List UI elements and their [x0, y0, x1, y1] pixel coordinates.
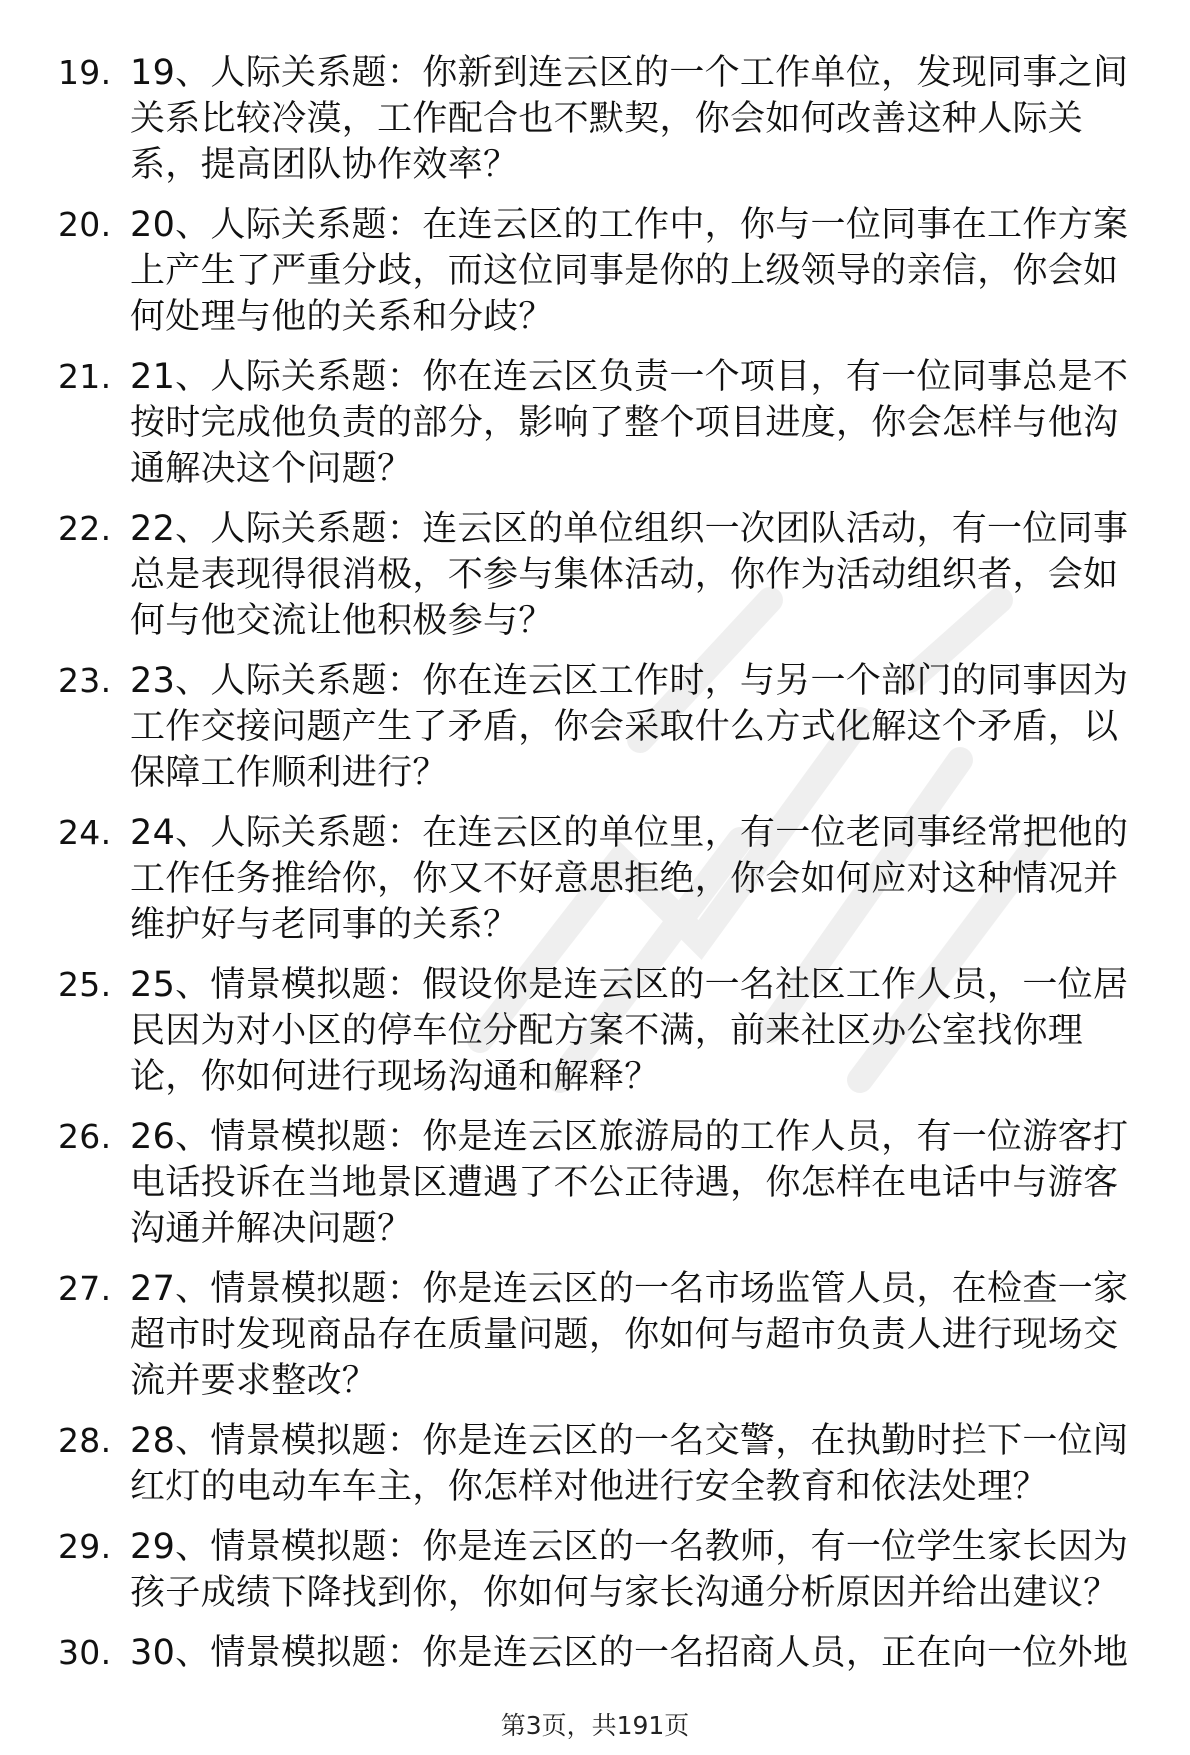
question-text: 21、人际关系题：你在连云区负责一个项目，有一位同事总是不按时完成他负责的部分，影响了整个项目进度，你会怎样与他沟通解决这个问题？: [130, 357, 1129, 489]
list-item: [0, 506, 1190, 644]
question-number: 24.: [58, 813, 112, 852]
question-text: 27、情景模拟题：你是连云区的一名市场监管人员，在检查一家超市时发现商品存在质量问题，你如何与超市负责人进行现场交流并要求整改？: [130, 1269, 1129, 1401]
question-text: 23、人际关系题：你在连云区工作时，与另一个部门的同事因为工作交接问题产生了矛盾，你会采取什么方式化解这个矛盾，以保障工作顺利进行？: [130, 661, 1129, 793]
list-item: [0, 354, 1190, 492]
question-text: 30、情景模拟题：你是连云区的一名招商人员，正在向一位外地: [130, 1633, 1129, 1673]
question-number: 30.: [58, 1633, 112, 1672]
question-number: 25.: [58, 965, 112, 1004]
question-list: [0, 50, 1190, 1690]
list-item: [0, 1114, 1190, 1252]
list-item: [0, 962, 1190, 1100]
question-text: 28、情景模拟题：你是连云区的一名交警，在执勤时拦下一位闯红灯的电动车车主，你怎样对他进行安全教育和依法处理？: [130, 1421, 1129, 1507]
question-text: 22、人际关系题：连云区的单位组织一次团队活动，有一位同事总是表现得很消极，不参与集体活动，你作为活动组织者，会如何与他交流让他积极参与？: [130, 509, 1129, 641]
question-number: 19.: [58, 53, 112, 92]
list-item: [0, 658, 1190, 796]
question-number: 28.: [58, 1421, 112, 1460]
list-item: [0, 1418, 1190, 1510]
list-item: [0, 1266, 1190, 1404]
list-item: [0, 810, 1190, 948]
list-item: [0, 50, 1190, 188]
question-text: 29、情景模拟题：你是连云区的一名教师，有一位学生家长因为孩子成绩下降找到你，你如何与家长沟通分析原因并给出建议？: [130, 1527, 1129, 1613]
question-text: 19、人际关系题：你新到连云区的一个工作单位，发现同事之间关系比较冷漠，工作配合也不默契，你会如何改善这种人际关系，提高团队协作效率？: [130, 53, 1129, 185]
question-text: 25、情景模拟题：假设你是连云区的一名社区工作人员，一位居民因为对小区的停车位分配方案不满，前来社区办公室找你理论，你如何进行现场沟通和解释？: [130, 965, 1129, 1097]
question-number: 29.: [58, 1527, 112, 1566]
question-text: 26、情景模拟题：你是连云区旅游局的工作人员，有一位游客打电话投诉在当地景区遭遇了不公正待遇，你怎样在电话中与游客沟通并解决问题？: [130, 1117, 1129, 1249]
list-item: [0, 1630, 1190, 1676]
question-number: 27.: [58, 1269, 112, 1308]
page-footer: 第3页，共191页: [500, 1711, 690, 1740]
list-item: [0, 1524, 1190, 1616]
question-number: 22.: [58, 509, 112, 548]
question-text: 20、人际关系题：在连云区的工作中，你与一位同事在工作方案上产生了严重分歧，而这位同事是你的上级领导的亲信，你会如何处理与他的关系和分歧？: [130, 205, 1129, 337]
question-number: 23.: [58, 661, 112, 700]
question-number: 21.: [58, 357, 112, 396]
question-number: 26.: [58, 1117, 112, 1156]
list-item: [0, 202, 1190, 340]
question-text: 24、人际关系题：在连云区的单位里，有一位老同事经常把他的工作任务推给你，你又不好意思拒绝，你会如何应对这种情况并维护好与老同事的关系？: [130, 813, 1129, 945]
question-number: 20.: [58, 205, 112, 244]
